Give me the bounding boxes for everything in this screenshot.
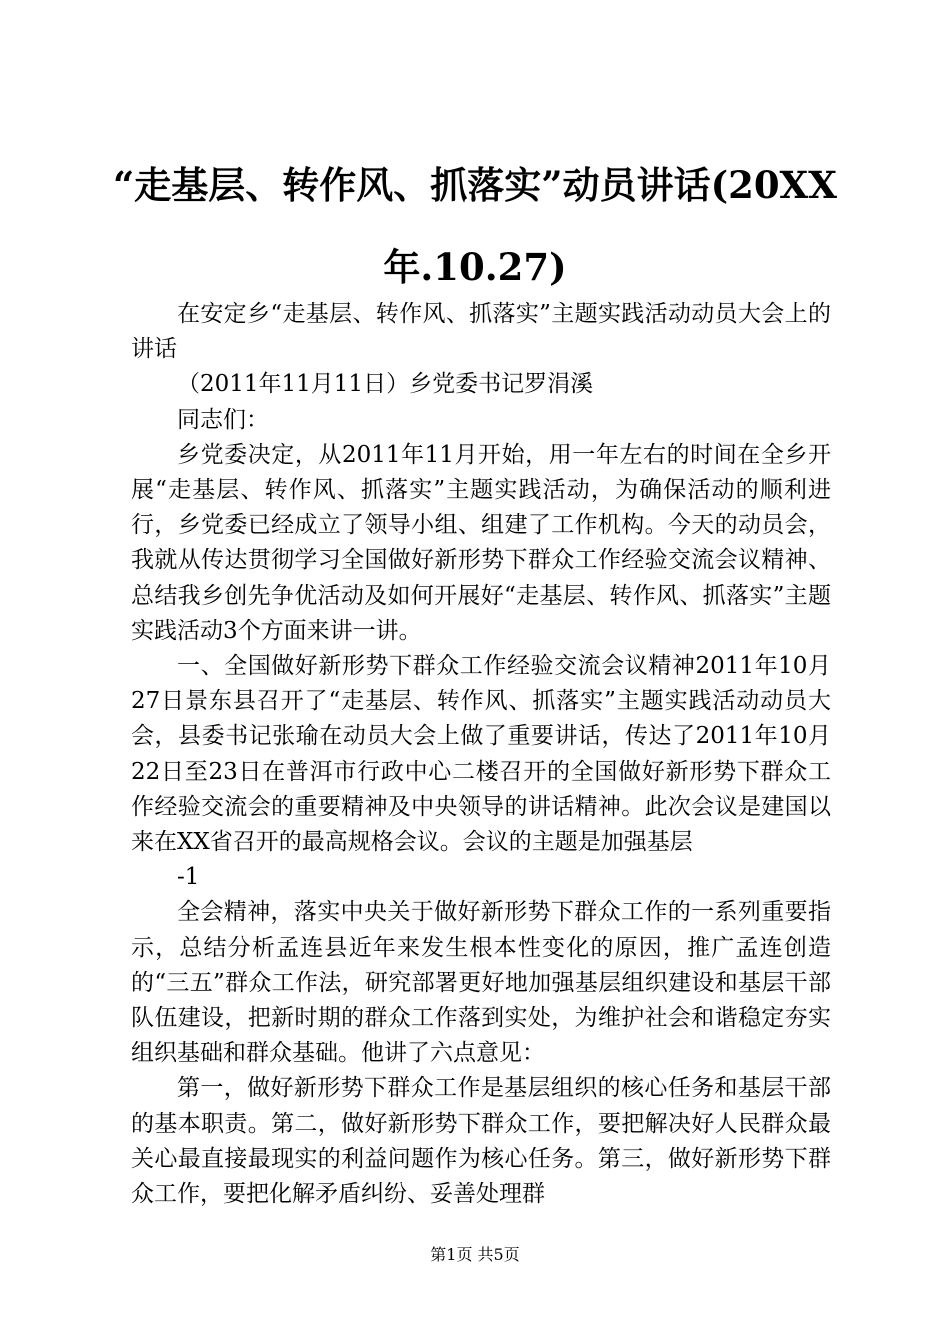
document-title-line-2: 年.10.27) [383,245,567,289]
body-paragraph: 乡党委决定，从2011年11月开始，用一年左右的时间在全乡开展“走基层、转作风、抓落实”主题实践活动，为确保活动的顺利进行，乡党委已经成立了领导小组、组建了工作机构。今天的动员会，我就从传达贯彻学习全国做好新形势下群众工作经验交流会议精神、总结我乡创先争优活动及如何开展好“走基层、转作风、抓落实”主题实践活动3个方面来讲一讲。 [131,441,831,644]
body-paragraph: 第一，做好新形势下群众工作是基层组织的核心任务和基层干部的基本职责。第二，做好新形势下群众工作，要把解决好人民群众最关心最直接最现实的利益问题作为核心任务。第三，做好新形势下群众工作，要把化解矛盾纠纷、妥善处理群 [131,1075,831,1208]
body-paragraph: 全会精神，落实中央关于做好新形势下群众工作的一系列重要指示，总结分析孟连县近年来发生根本性变化的原因，推广孟连创造的“三五”群众工作法，研究部署更好地加强基层组织建设和基层干部队伍建设，把新时期的群众工作落到实处，为维护社会和谐稳定夯实组织基础和群众基础。他讲了六点意见： [131,899,831,1067]
document-body [131,297,831,1212]
body-paragraph: 一、全国做好新形势下群众工作经验交流会议精神2011年10月27日景东县召开了“走基层、转作风、抓落实”主题实践活动动员大会，县委书记张瑜在动员大会上做了重要讲话，传达了2011年10月22日至23日在普洱市行政中心二楼召开的全国做好新形势下群众工作经验交流会的重要精神及中央领导的讲话精神。此次会议是建国以来在XX省召开的最高规格会议。会议的主题是加强基层 [131,653,831,856]
speech-heading: 在安定乡“走基层、转作风、抓落实”主题实践活动动员大会上的讲话 [131,301,831,363]
document-title-line-1: “走基层、转作风、抓落实”动员讲话(20XX [113,163,837,207]
salutation: 同志们： [177,406,269,433]
page-footer: 第1页 共5页 [430,1245,520,1264]
speech-date-speaker: （2011年11月11日）乡党委书记罗涓溪 [177,371,594,398]
inline-page-marker: -1 [177,864,200,891]
